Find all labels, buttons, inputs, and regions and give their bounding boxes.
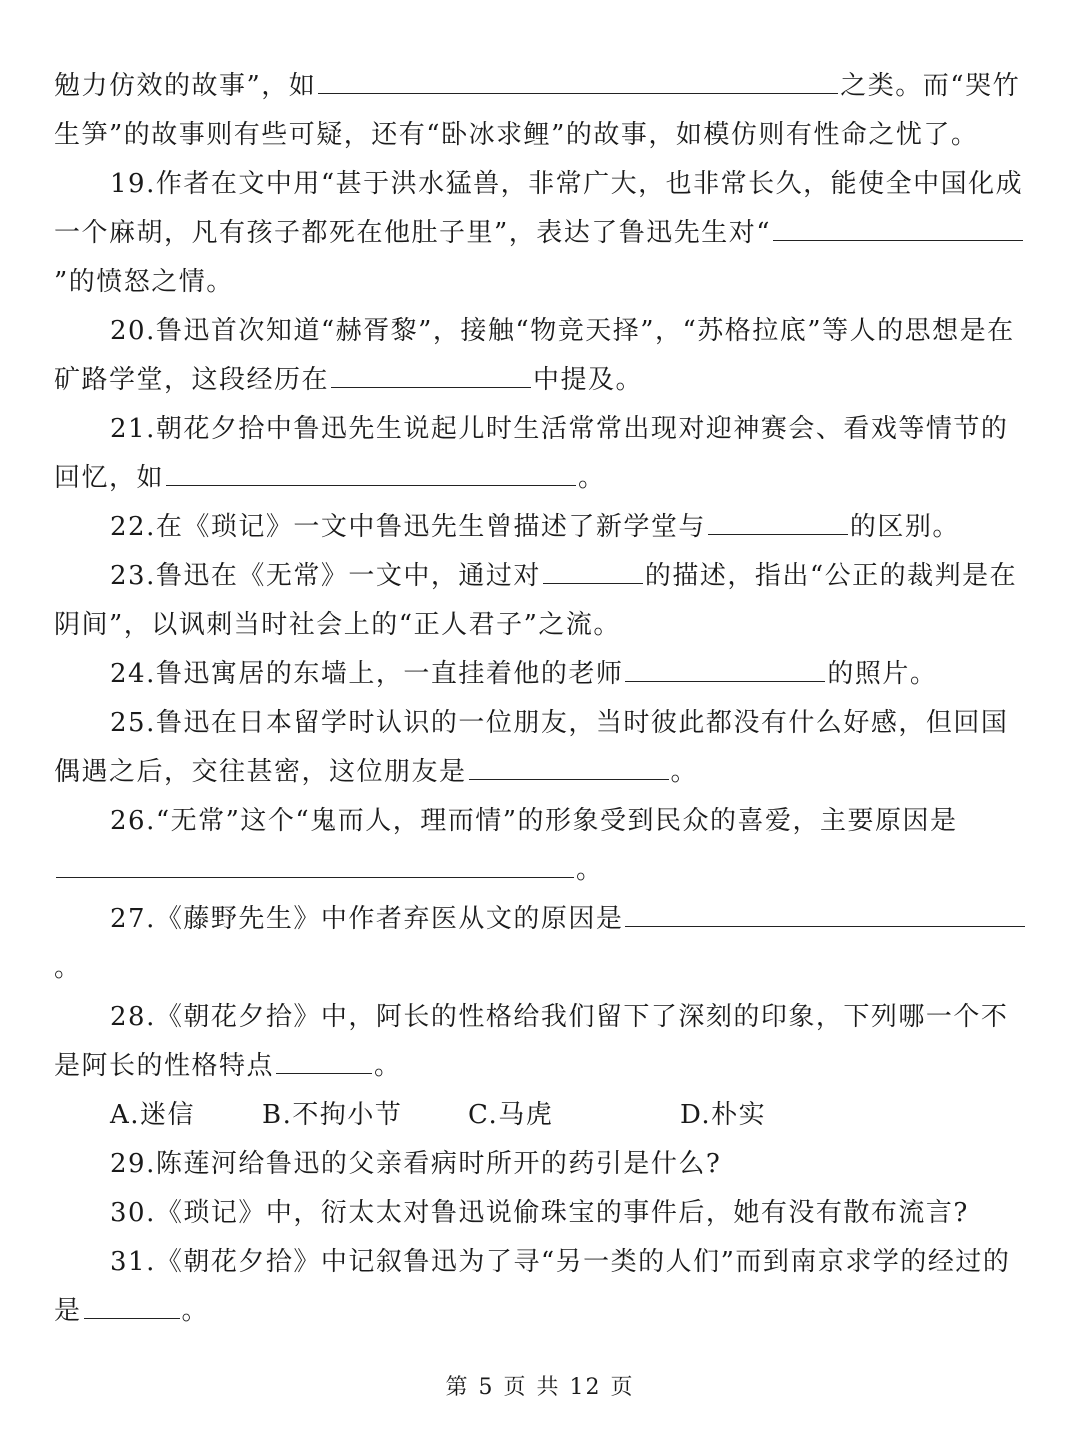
q25-text-b: 。 (670, 757, 699, 787)
question-24 (54, 650, 1034, 699)
q28-text-a: 28.《朝花夕拾》中，阿长的性格给我们留下了深刻的印象，下列哪一个不是阿长的性格特点 (54, 1002, 1009, 1081)
q27-text-a: 27.《藤野先生》中作者弃医从文的原因是 (110, 904, 624, 934)
q25-text-a: 25.鲁迅在日本留学时认识的一位朋友，当时彼此都没有什么好感，但回国偶遇之后，交往甚密，这位朋友是 (54, 708, 1009, 787)
q30-text: 30.《琐记》中，衍太太对鲁迅说偷珠宝的事件后，她有没有散布流言? (110, 1198, 969, 1228)
q28-options (54, 1091, 1034, 1140)
question-25 (54, 699, 1034, 797)
page-number: 第 5 页 共 12 页 (445, 1375, 635, 1400)
q26-text-b: 。 (576, 855, 604, 885)
question-18-tail (54, 62, 1034, 160)
q28-text-b: 。 (374, 1051, 402, 1081)
q27-text-b: 。 (54, 953, 82, 983)
question-23 (54, 552, 1034, 650)
question-28 (54, 993, 1034, 1091)
answer-blank[interactable] (543, 553, 643, 584)
q31-text-a: 31.《朝花夕拾》中记叙鲁迅为了寻“另一类的人们”而到南京求学的经过的是 (54, 1247, 1011, 1326)
question-21 (54, 405, 1034, 503)
question-27 (54, 895, 1034, 993)
q23-text-a: 23.鲁迅在《无常》一文中，通过对 (110, 561, 541, 591)
answer-blank[interactable] (276, 1043, 372, 1074)
question-22 (54, 503, 1034, 552)
option-c[interactable]: C.马虎 (468, 1100, 554, 1130)
answer-blank[interactable] (84, 1288, 180, 1319)
q22-text-a: 22.在《琐记》一文中鲁迅先生曾描述了新学堂与 (110, 512, 706, 542)
q18-text-b: 之类。而“哭竹生笋”的故事则有些可疑，还有“卧冰求鲤”的故事，如模仿则有性命之忧了。 (54, 71, 1021, 150)
q29-text: 29.陈莲河给鲁迅的父亲看病时所开的药引是什么? (110, 1149, 722, 1179)
answer-blank[interactable] (708, 504, 848, 535)
option-b[interactable]: B.不拘小节 (262, 1100, 403, 1130)
q21-text-b: 。 (578, 463, 606, 493)
option-d[interactable]: D.朴实 (680, 1100, 767, 1130)
answer-blank[interactable] (625, 651, 825, 682)
q18-text-a: 勉力仿效的故事”，如 (54, 71, 317, 101)
answer-blank[interactable] (56, 847, 574, 878)
option-a[interactable]: A.迷信 (110, 1100, 196, 1130)
question-list (54, 62, 1034, 1336)
question-20 (54, 307, 1034, 405)
question-29 (54, 1140, 1034, 1189)
question-30 (54, 1189, 1034, 1238)
question-31 (54, 1238, 1034, 1336)
answer-blank[interactable] (331, 357, 531, 388)
q21-text-a: 21.朝花夕拾中鲁迅先生说起儿时生活常常出现对迎神赛会、看戏等情节的回忆，如 (54, 414, 1009, 493)
q19-text-a: 19.作者在文中用“甚于洪水猛兽，非常广大，也非常长久，能使全中国化成一个麻胡，凡有孩子都死在他肚子里”，表达了鲁迅先生对“ (54, 169, 1024, 248)
answer-blank[interactable] (469, 749, 669, 780)
answer-blank[interactable] (625, 896, 1025, 927)
q26-text-a: 26.“无常”这个“鬼而人，理而情”的形象受到民众的喜爱，主要原因是 (110, 806, 958, 836)
question-19 (54, 160, 1034, 307)
q31-text-b: 。 (181, 1296, 210, 1326)
q19-text-b: ”的愤怒之情。 (54, 267, 234, 297)
answer-blank[interactable] (773, 210, 1023, 241)
question-26 (54, 797, 1034, 895)
q23-text-b: 的描述，指出“公正的裁判是在阴间”，以讽刺当时社会上的“正人君子”之流。 (54, 561, 1018, 640)
answer-blank[interactable] (318, 63, 838, 94)
q20-text-a: 20.鲁迅首次知道“赫胥黎”，接触“物竞天择”，“苏格拉底”等人的思想是在矿路学堂，这段经历在 (54, 316, 1015, 395)
answer-blank[interactable] (166, 455, 576, 486)
q24-text-b: 的照片。 (827, 659, 938, 689)
q22-text-b: 的区别。 (849, 512, 960, 542)
q20-text-b: 中提及。 (533, 365, 644, 395)
q24-text-a: 24.鲁迅寓居的东墙上，一直挂着他的老师 (110, 659, 624, 689)
